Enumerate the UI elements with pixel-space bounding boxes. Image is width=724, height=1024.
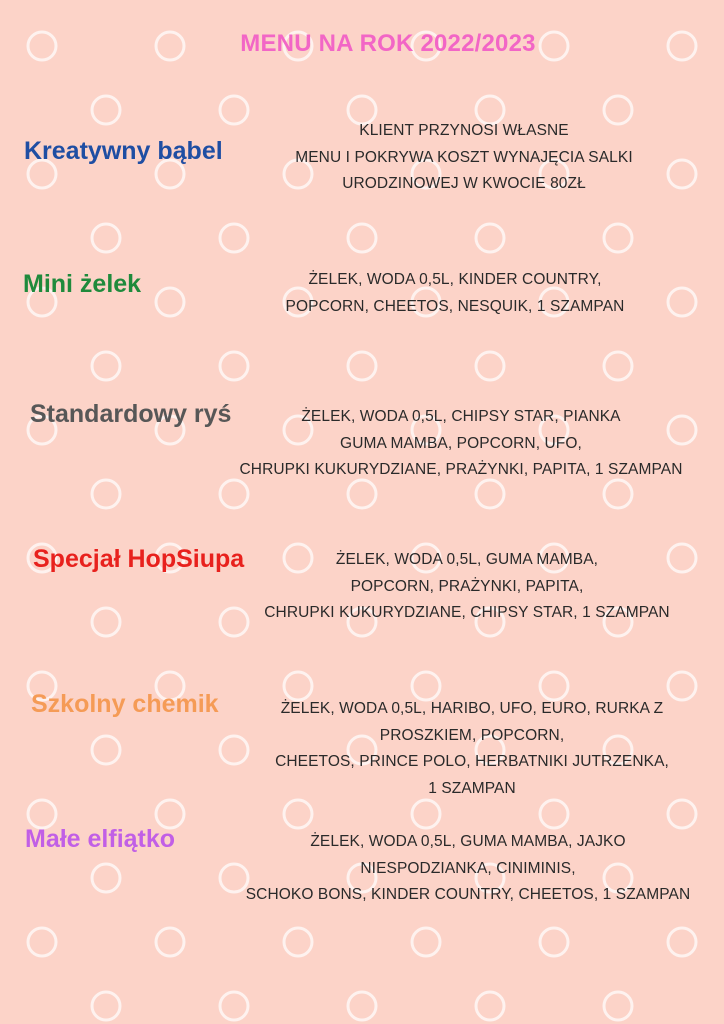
package-description-line: GUMA MAMBA, POPCORN, UFO, xyxy=(340,434,582,452)
package-name: Małe elfiątko xyxy=(25,825,176,853)
package-name: Szkolny chemik xyxy=(31,690,219,718)
package-description-line: MENU I POKRYWA KOSZT WYNAJĘCIA SALKI xyxy=(295,148,633,166)
package-description-line: SCHOKO BONS, KINDER COUNTRY, CHEETOS, 1 SZAMPAN xyxy=(245,886,691,903)
package-description-line: CHRUPKI KUKURYDZIANE, PRAŻYNKI, PAPITA, 1 SZAMPAN xyxy=(239,461,683,478)
package-description-line: ŻELEK, WODA 0,5L, GUMA MAMBA, JAJKO xyxy=(310,833,626,850)
package-description xyxy=(284,118,644,198)
package-name: Standardowy ryś xyxy=(30,400,232,428)
package-description xyxy=(230,829,706,909)
package-description-line: CHRUPKI KUKURYDZIANE, CHIPSY STAR, 1 SZAMPAN xyxy=(264,604,670,621)
package-description-line: ŻELEK, WODA 0,5L, HARIBO, UFO, EURO, RURKA Z xyxy=(280,700,664,717)
package-description-line: ŻELEK, WODA 0,5L, KINDER COUNTRY, xyxy=(308,271,602,288)
package-description-line: URODZINOWEJ W KWOCIE 80ZŁ xyxy=(342,175,586,192)
package-description-line: POPCORN, PRAŻYNKI, PAPITA, xyxy=(350,577,584,595)
package-description xyxy=(222,404,700,484)
package-description xyxy=(262,696,682,802)
package-description xyxy=(270,267,640,320)
package-description-line: POPCORN, CHEETOS, NESQUIK, 1 SZAMPAN xyxy=(285,297,625,315)
package-description-line: ŻELEK, WODA 0,5L, CHIPSY STAR, PIANKA xyxy=(301,408,621,425)
package-name: Mini żelek xyxy=(23,270,142,298)
package-description xyxy=(248,547,686,627)
package-description-line: NIESPODZIANKA, CINIMINIS, xyxy=(360,859,576,877)
package-description-line: ŻELEK, WODA 0,5L, GUMA MAMBA, xyxy=(335,551,599,568)
package-description-line: KLIENT PRZYNOSI WŁASNE xyxy=(359,122,569,139)
package-description-line: PROSZKIEM, POPCORN, xyxy=(379,726,565,744)
menu-title: MENU NA ROK 2022/2023 xyxy=(240,30,536,57)
package-name: Specjał HopSiupa xyxy=(33,545,245,573)
package-description-line: 1 SZAMPAN xyxy=(428,779,516,797)
package-description-line: CHEETOS, PRINCE POLO, HERBATNIKI JUTRZENKA, xyxy=(275,753,669,770)
package-name: Kreatywny bąbel xyxy=(24,137,223,165)
